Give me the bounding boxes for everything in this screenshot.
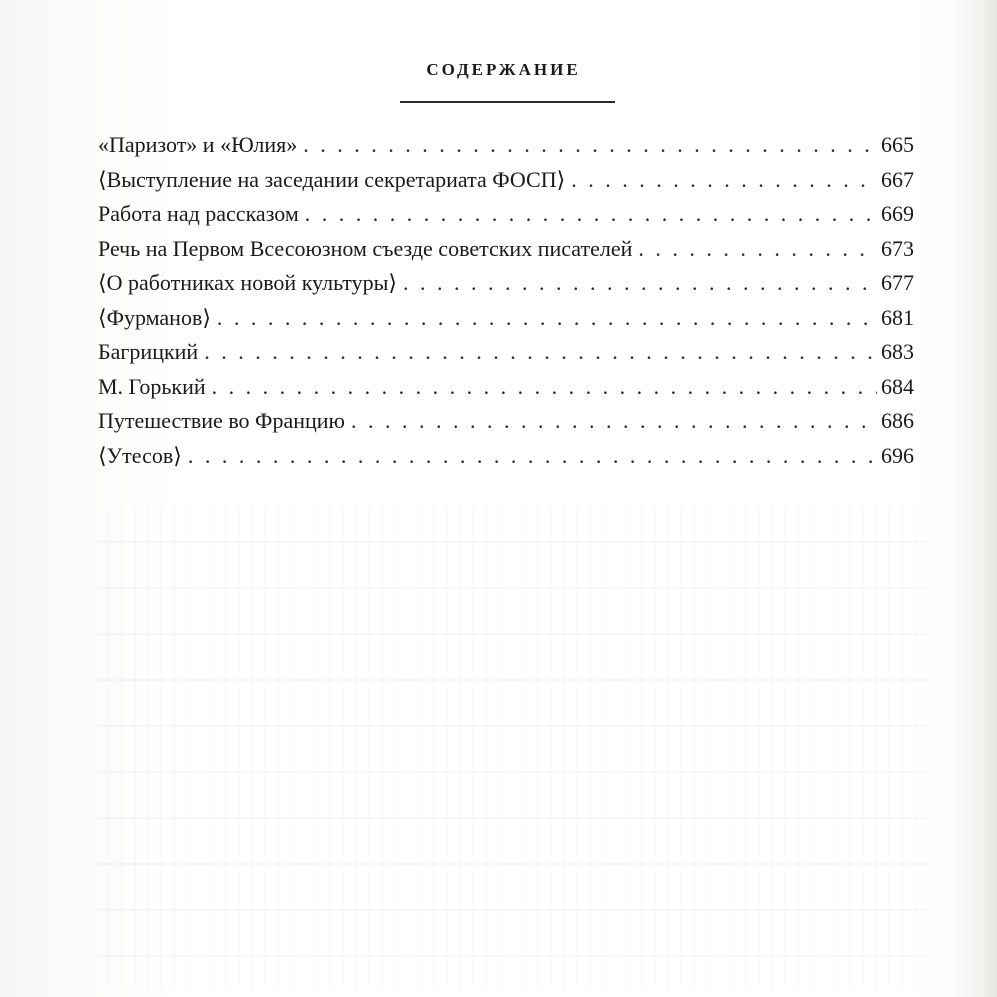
toc-entry-title: М. Горький [98,373,206,399]
dot-leader [403,270,877,296]
toc-entry-page: 696 [881,442,914,468]
title-underline [400,101,615,103]
toc-entry [98,408,914,443]
dot-leader [217,305,877,331]
toc-entry [98,374,914,409]
toc-entry [98,132,914,167]
toc-entry-title: Речь на Первом Всесоюзном съезде советских писателей [98,235,633,261]
table-of-contents [98,132,914,477]
dot-leader [303,132,877,158]
toc-entry-title: ⟨О работниках новой культуры⟩ [98,270,397,295]
toc-entry-page: 669 [881,201,914,226]
toc-entry-page: 673 [881,235,914,261]
page-edge-shadow [955,0,997,997]
dot-leader [212,374,877,400]
toc-entry-page: 665 [881,132,914,157]
toc-entry [98,236,914,271]
toc-entry-title: ⟨Фурманов⟩ [98,304,211,330]
dot-leader [188,443,877,469]
dot-leader [351,408,877,434]
dot-leader [571,167,877,193]
toc-entry-page: 667 [881,166,914,192]
toc-entry [98,339,914,374]
toc-entry [98,443,914,478]
toc-entry-title: ⟨Выступление на заседании секретариата ФОСП⟩ [98,166,566,192]
title-area [0,60,997,80]
toc-entry-page: 684 [881,373,914,399]
toc-entry-title: Багрицкий [98,339,199,364]
toc-entry-title: «Паризот» и «Юлия» [98,132,298,157]
bleed-through-text [97,505,927,990]
toc-entry [98,201,914,236]
dot-leader [638,236,877,262]
toc-entry-page: 677 [881,270,914,295]
toc-entry-title: Путешествие во Францию [98,408,345,433]
toc-entry-title: Работа над рассказом [98,201,299,226]
toc-entry [98,167,914,202]
dot-leader [305,201,877,227]
dot-leader [204,339,877,365]
page-title: СОДЕРЖАНИЕ [426,60,581,79]
toc-entry-page: 686 [881,408,914,433]
toc-entry [98,270,914,305]
toc-entry-page: 681 [881,304,914,330]
toc-entry-page: 683 [881,339,914,364]
toc-entry [98,305,914,340]
toc-entry-title: ⟨Утесов⟩ [98,442,182,468]
